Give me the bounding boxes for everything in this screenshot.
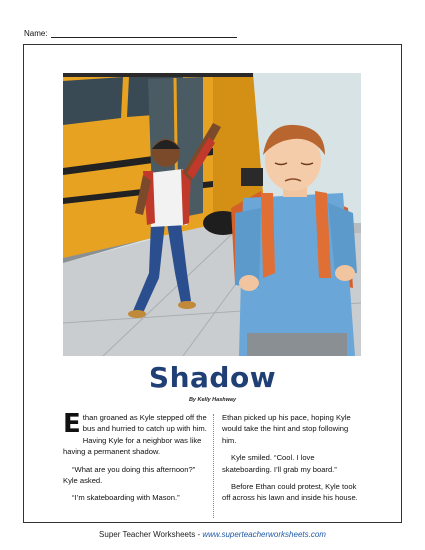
column-divider <box>213 414 214 518</box>
story-paragraph: Ethan picked up his pace, hoping Kyle would take the hint and stop following him. <box>222 413 351 445</box>
name-field-row <box>24 29 237 38</box>
name-label: Name: <box>24 29 48 38</box>
story-paragraph: Kyle smiled. “Cool. I love skateboarding. I’ll grab my board.” <box>222 453 337 474</box>
footer-separator: - <box>195 530 203 539</box>
story-byline: By Kelly Hashway <box>188 397 237 403</box>
page-footer <box>0 530 425 539</box>
name-blank-line[interactable] <box>51 30 237 38</box>
story-paragraph: Before Ethan could protest, Kyle took off across his lawn and inside his house. <box>222 482 358 503</box>
drop-cap-letter: E <box>63 409 81 439</box>
story-paragraph: “What are you doing this afternoon?” Kyle asked. <box>63 464 196 486</box>
story-paragraph: “I’m skateboarding with Mason.” <box>72 493 180 503</box>
story-illustration <box>63 73 361 356</box>
footer-url-link[interactable]: www.superteacherworksheets.com <box>202 530 326 539</box>
footer-brand: Super Teacher Worksheets <box>99 530 196 539</box>
illustration-svg <box>63 73 361 356</box>
story-title: Shadow <box>148 361 277 394</box>
story-paragraph <box>63 409 207 458</box>
story-paragraph-text: than groaned as Kyle stepped off the bus and hurried to catch up with him. Having Kyle for a neighbor was like having a permanent shadow. <box>63 413 207 457</box>
story-right-column <box>222 412 364 510</box>
story-left-column <box>63 409 207 510</box>
